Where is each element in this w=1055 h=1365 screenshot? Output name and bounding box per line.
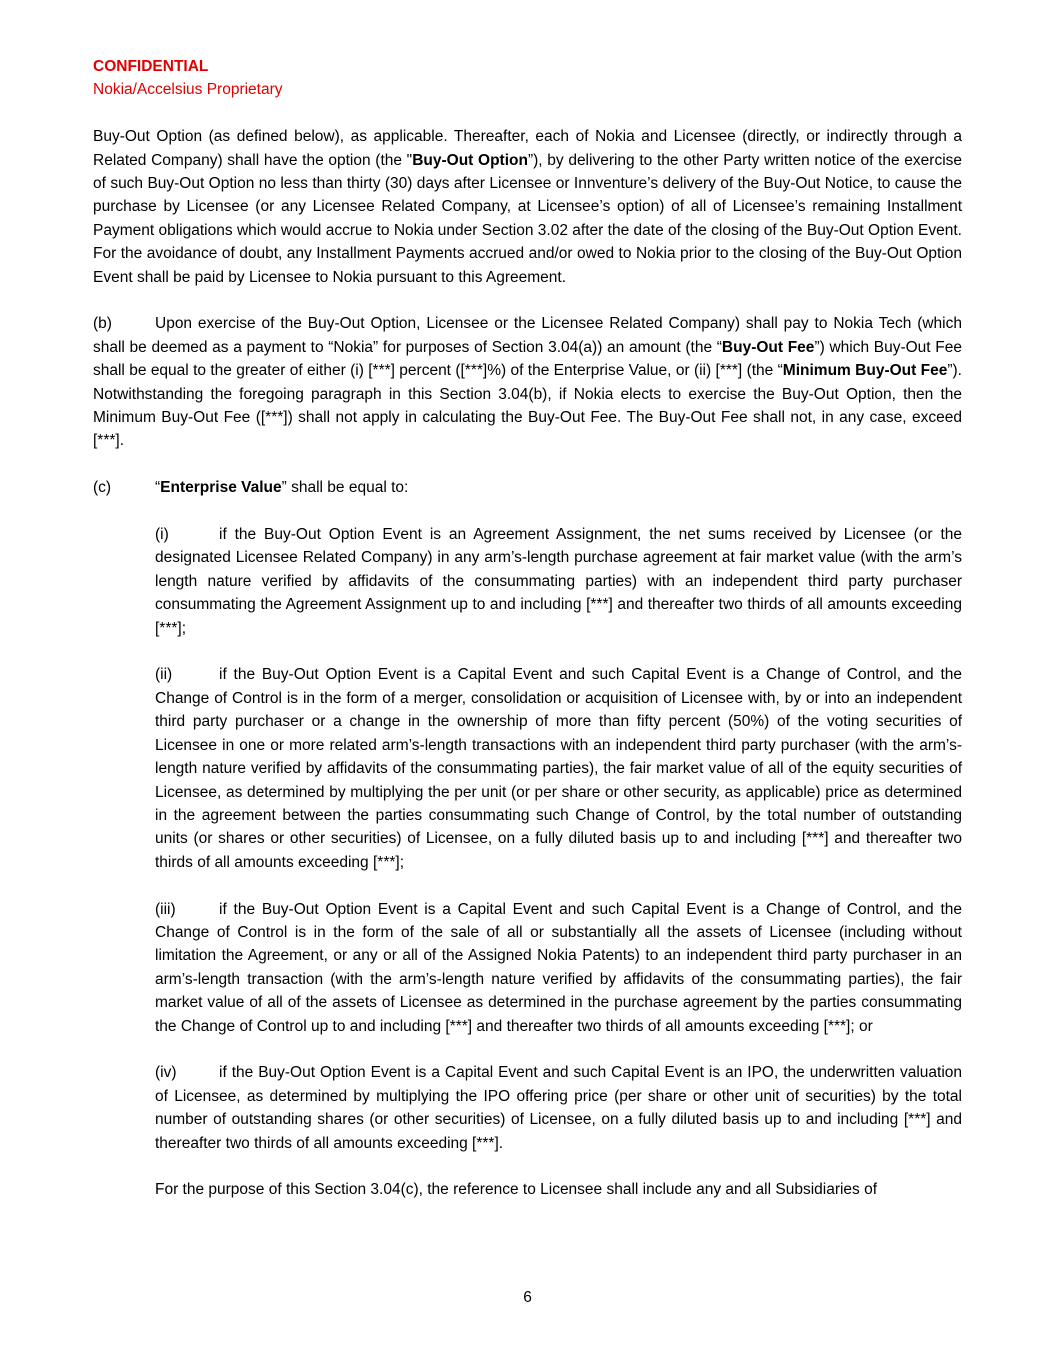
- text-run: if the Buy-Out Option Event is a Capital Event and such Capital Event is a Change of Control, and the Change of Control is in the form of a merger, consolidation or acquisition of Licensee with, by or into an independent third party purchaser or a change in the ownership of more than fifty percent (50%) of the voting securities of Licensee in one or more related arm’s-length transactions with an independent third party purchaser (with the arm’s-length nature verified by affidavits of the consummating parties), the fair market value of all of the equity securities of Licensee, as determined by multiplying the per unit (or per share or other security, as applicable) price as determined in the agreement between the parties consummating such Change of Control, by the total number of outstanding units (or shares or other securities) of Licensee, on a fully diluted basis up to and including [***] and thereafter two thirds of all amounts exceeding [***];: [155, 666, 962, 871]
- paragraph: [155, 523, 962, 640]
- bold-text-run: Buy-Out Option: [412, 151, 528, 169]
- paragraph: [93, 476, 962, 499]
- text-run: For the purpose of this Section 3.04(c), the reference to Licensee shall include any and all Subsidiaries of: [155, 1181, 878, 1199]
- paragraph: [155, 1178, 962, 1201]
- text-run: ”) which Buy-Out Fee shall be equal to the greater of either (i) [***] percent ([***]%) of the Enterprise Value, or (ii) [***] (the “: [93, 338, 962, 380]
- bold-text-run: Buy-Out Fee: [721, 338, 815, 356]
- text-run: “: [155, 479, 161, 497]
- text-run: ” shall be equal to:: [281, 479, 409, 497]
- paragraph-label: (i): [155, 526, 169, 544]
- text-run: Upon exercise of the Buy-Out Option, Licensee or the Licensee Related Company) shall pay to Nokia Tech (which shall be deemed as a payment to “Nokia” for purposes of Section 3.04(a)) an amount (the “: [93, 315, 962, 356]
- text-run: ”), by delivering to the other Party written notice of the exercise of such Buy-Out Option no less than thirty (30) days after Licensee or Innventure’s delivery of the Buy-Out Notice, to cause the purchase by Licensee (or any Licensee Related Company, at Licensee’s option) of all of Licensee’s remaining Installment Payment obligations which would accrue to Nokia under Section 3.02 after the date of the closing of the Buy-Out Option Event. For the avoidance of doubt, any Installment Payments accrued and/or owed to Nokia prior to the closing of the Buy-Out Option Event shall be paid by Licensee to Nokia pursuant to this Agreement.: [93, 151, 963, 286]
- paragraph: [93, 312, 962, 452]
- text-run: if the Buy-Out Option Event is a Capital Event and such Capital Event is an IPO, the underwritten valuation of Licensee, as determined by multiplying the IPO offering price (per share or other unit of securities) by the total number of outstanding shares (or other securities) of Licensee, on a fully diluted basis up to and including [***] and thereafter two thirds of all amounts exceeding [***].: [155, 1064, 962, 1152]
- confidential-label: CONFIDENTIAL: [93, 58, 209, 75]
- paragraph-label: (ii): [155, 666, 173, 684]
- bold-text-run: Minimum Buy-Out Fee: [782, 362, 948, 380]
- paragraph-label: (b): [93, 315, 112, 333]
- paragraph: [155, 898, 962, 1038]
- proprietary-label: Nokia/Accelsius Proprietary: [93, 81, 283, 99]
- paragraph: [93, 125, 962, 289]
- paragraph-label: (iii): [155, 900, 176, 918]
- paragraph-label: (iv): [155, 1064, 177, 1082]
- bold-text-run: Enterprise Value: [160, 479, 282, 497]
- text-run: Buy-Out Option (as defined below), as applicable. Thereafter, each of Nokia and Licensee (directly, or indirectly through a Related Company) shall have the option (the ": [93, 128, 962, 169]
- paragraph: [155, 663, 962, 874]
- page-number: 6: [523, 1289, 532, 1306]
- document-header: [93, 55, 962, 102]
- paragraph-label: (c): [93, 479, 112, 497]
- paragraph: [155, 1061, 962, 1155]
- text-run: if the Buy-Out Option Event is a Capital Event and such Capital Event is a Change of Control, and the Change of Control is in the form of the sale of all or substantially all the assets of Licensee (including without limitation the Agreement, or any or all of the Assigned Nokia Patents) to an independent third party purchaser in an arm’s-length transaction (with the arm’s-length nature verified by affidavits of the consummating parties), the fair market value of all of the assets of Licensee as determined in the purchase agreement by the parties consummating the Change of Control up to and including [***] and thereafter two thirds of all amounts exceeding [***]; or: [155, 900, 962, 1035]
- text-run: ”). Notwithstanding the foregoing paragraph in this Section 3.04(b), if Nokia elects to exercise the Buy-Out Option, then the Minimum Buy-Out Fee ([***]) shall not apply in calculating the Buy-Out Fee. The Buy-Out Fee shall not, in any case, exceed [***].: [93, 362, 962, 450]
- document-body: [93, 125, 962, 1202]
- text-run: if the Buy-Out Option Event is an Agreement Assignment, the net sums received by Licensee (or the designated Licensee Related Company) in any arm’s-length purchase agreement at fair market value (with the arm’s length nature verified by affidavits of the consummating parties) with an independent third party purchaser consummating the Agreement Assignment up to and including [***] and thereafter two thirds of all amounts exceeding [***];: [155, 526, 962, 637]
